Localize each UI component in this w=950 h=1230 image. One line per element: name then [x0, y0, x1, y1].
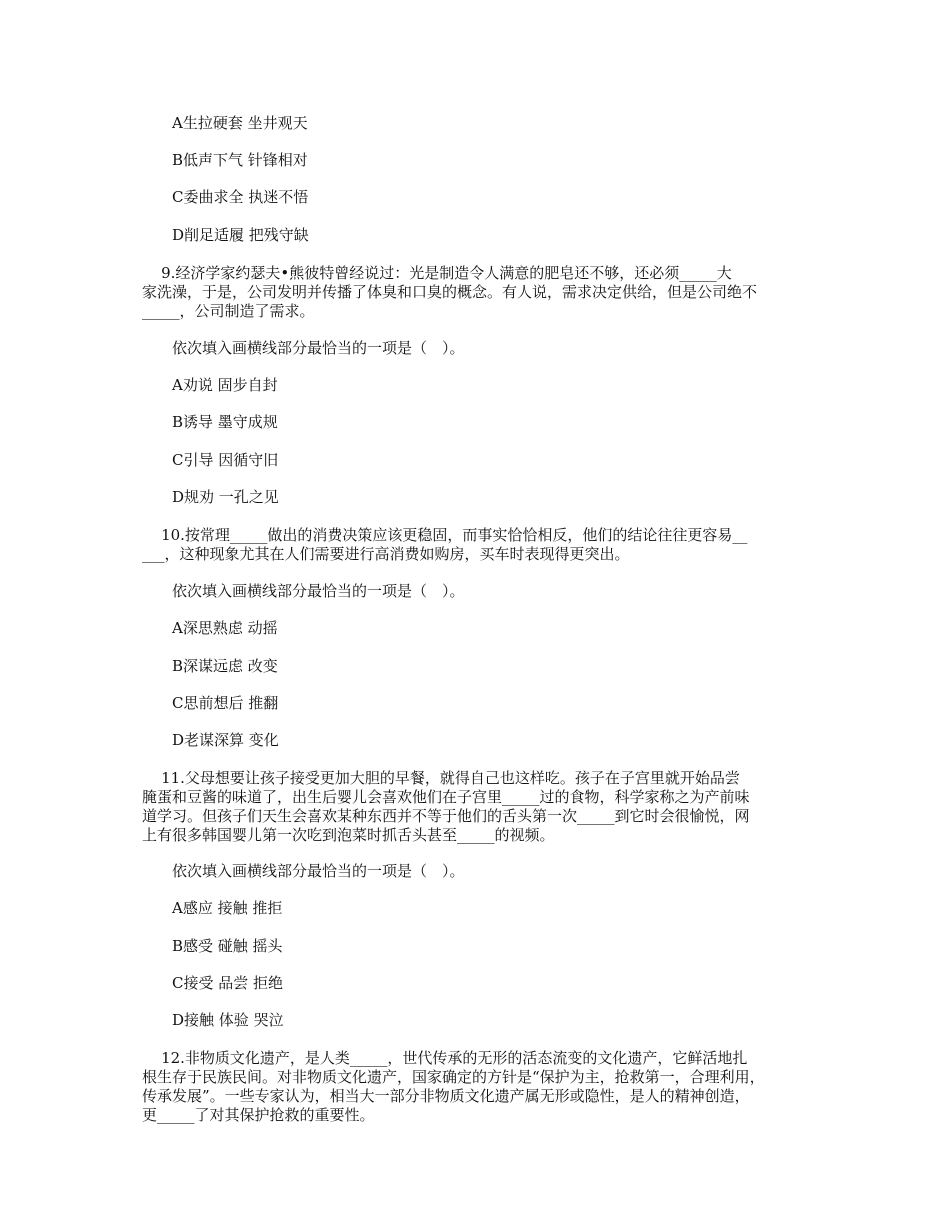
q9-stem-line: 家洗澡，于是，公司发明并传播了体臭和口臭的概念。有人说，需求决定供给，但是公司绝不	[142, 283, 758, 301]
q9-stem-line: 9.经济学家约瑟夫•熊彼特曾经说过：光是制造令人满意的肥皂还不够，还必须_____大	[142, 264, 732, 282]
q12-stem-line: 根生存于民族民间。对非物质文化遗产，国家确定的方针是“保护为主，抢救第一，合理利用，	[142, 1068, 765, 1086]
q9-option-c: C引导 因循守旧	[172, 451, 279, 469]
q10-option-c: C思前想后 推翻	[172, 694, 279, 712]
q10-option-d: D老谋深算 变化	[172, 731, 279, 749]
q11-option-a: A感应 接触 推拒	[172, 899, 283, 917]
q8-option-d: D削足适履 把残守缺	[172, 226, 309, 244]
q9-option-b: B诱导 墨守成规	[172, 413, 278, 431]
q11-stem-line: 11.父母想要让孩子接受更加大胆的早餐，就得自己也这样吃。孩子在子宫里就开始品尝	[142, 769, 740, 787]
q11-stem-line: 道学习。但孩子们天生会喜欢某种东西并不等于他们的舌头第一次_____到它时会很愉悦，网	[142, 807, 750, 825]
q9-stem-line: _____，公司制造了需求。	[142, 302, 315, 320]
q12-stem-line: 更_____了对其保护抢救的重要性。	[142, 1106, 375, 1124]
q12-stem-line: 传承发展”。一些专家认为，相当大一部分非物质文化遗产属无形或隐性，是人的精神创造，	[142, 1087, 750, 1105]
q10-stem-line: ___，这种现象尤其在人们需要进行高消费如购房，买车时表现得更突出。	[142, 545, 630, 563]
q11-stem-line: 上有很多韩国婴儿第一次吃到泡菜时抓舌头甚至_____的视频。	[142, 826, 555, 844]
q9-option-d: D规劝 一孔之见	[172, 488, 279, 506]
q11-prompt: 依次填入画横线部分最恰当的一项是（ ）。	[172, 862, 465, 880]
q10-option-a: A深思熟虑 动摇	[172, 619, 278, 637]
q8-option-c: C委曲求全 执迷不悟	[172, 188, 309, 206]
q12-stem-line: 12.非物质文化遗产，是人类_____，世代传承的无形的活态流变的文化遗产，它鲜活地扎	[142, 1049, 748, 1067]
q10-prompt: 依次填入画横线部分最恰当的一项是（ ）。	[172, 582, 465, 600]
q10-option-b: B深谋远虑 改变	[172, 657, 278, 675]
q11-stem-line: 腌蛋和豆酱的味道了，出生后婴儿会喜欢他们在子宫里_____过的食物，科学家称之为产前味	[142, 788, 750, 806]
q8-option-a: A生拉硬套 坐井观天	[172, 114, 308, 132]
q9-prompt: 依次填入画横线部分最恰当的一项是（ ）。	[172, 339, 465, 357]
q11-option-d: D接触 体验 哭泣	[172, 1011, 284, 1029]
q9-option-a: A劝说 固步自封	[172, 376, 278, 394]
q10-stem-line: 10.按常理_____做出的消费决策应该更稳固，而事实恰恰相反，他们的结论往往更容易__	[142, 526, 748, 544]
q8-option-b: B低声下气 针锋相对	[172, 151, 308, 169]
q11-option-c: C接受 品尝 拒绝	[172, 974, 284, 992]
q11-option-b: B感受 碰触 摇头	[172, 937, 283, 955]
